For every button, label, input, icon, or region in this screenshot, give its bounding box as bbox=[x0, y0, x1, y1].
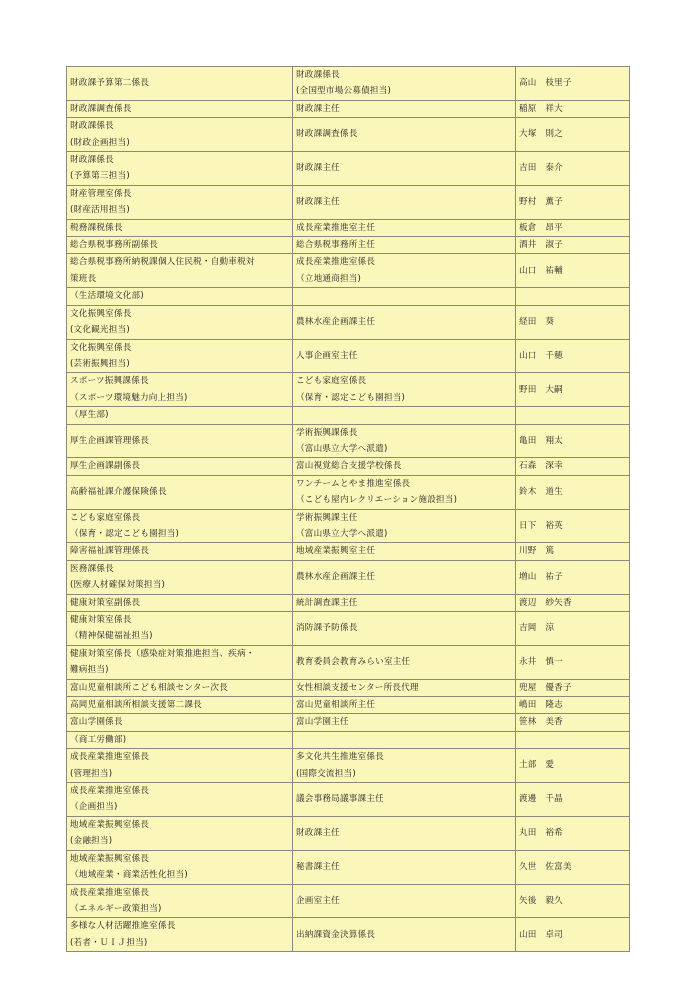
former-position-cell bbox=[293, 475, 516, 509]
former-position-cell bbox=[293, 152, 516, 186]
new-position-cell bbox=[67, 714, 293, 731]
former-position-cell-line: （富山県立大学へ派遣) bbox=[296, 528, 388, 539]
table-row bbox=[67, 305, 630, 339]
new-position-cell-line: 富山児童相談所こども相談センター次長 bbox=[70, 682, 228, 693]
table-row bbox=[67, 918, 630, 952]
table-row bbox=[67, 424, 630, 458]
new-position-cell bbox=[67, 373, 293, 407]
former-position-cell-line: 成長産業推進室主任 bbox=[296, 222, 376, 233]
new-position-cell-line: 高齢福祉課介護保険係長 bbox=[70, 486, 167, 497]
new-position-cell bbox=[67, 219, 293, 236]
table-row bbox=[67, 697, 630, 714]
new-position-cell bbox=[67, 749, 293, 783]
new-position-cell-line: スポーツ振興課係長 bbox=[70, 376, 149, 387]
former-position-cell-line: 農林水産企画課主任 bbox=[296, 316, 376, 327]
new-position-cell-line: 策班長 bbox=[70, 273, 97, 284]
new-position-cell bbox=[67, 697, 293, 714]
table-row bbox=[67, 612, 630, 646]
new-position-cell-line: (予算第三担当) bbox=[70, 171, 130, 182]
employee-name-cell: 嶋田 隆志 bbox=[516, 697, 630, 714]
former-position-cell-line: 農林水産企画課主任 bbox=[296, 571, 376, 582]
new-position-cell-line: 健康対策室係長 bbox=[70, 615, 132, 625]
former-position-cell bbox=[293, 749, 516, 783]
employee-name-cell: 石森 深幸 bbox=[516, 458, 630, 475]
former-position-cell bbox=[293, 697, 516, 714]
new-position-cell bbox=[67, 67, 293, 101]
new-position-cell-line: 障害福祉課管理係長 bbox=[70, 546, 150, 557]
former-position-cell-line: 財政課係長 bbox=[296, 70, 340, 80]
new-position-cell-line: 財産管理室係長 bbox=[70, 188, 132, 199]
section-header-row bbox=[67, 407, 630, 424]
employee-name-cell: 笹林 美香 bbox=[516, 714, 630, 731]
table-row bbox=[67, 594, 630, 611]
former-position-cell bbox=[293, 237, 516, 254]
former-position-cell-line: 教育委員会教育みらい室主任 bbox=[296, 657, 411, 668]
new-position-cell bbox=[67, 118, 293, 152]
new-position-cell-line: 厚生企画課副係長 bbox=[70, 461, 141, 472]
employee-name-cell: 板倉 昂平 bbox=[516, 219, 630, 236]
new-position-cell bbox=[67, 560, 293, 594]
employee-name-cell: 高山 枝里子 bbox=[516, 67, 630, 101]
former-position-cell bbox=[293, 339, 516, 373]
former-position-cell bbox=[293, 645, 516, 679]
former-position-cell bbox=[293, 783, 516, 817]
new-position-cell bbox=[67, 918, 293, 952]
new-position-cell-line: 多様な人材活躍推進室係長 bbox=[70, 921, 176, 932]
new-position-cell-line: （厚生部) bbox=[70, 410, 109, 421]
table-row bbox=[67, 816, 630, 850]
former-position-cell-line: こども家庭室係長 bbox=[296, 376, 367, 387]
employee-name-cell: 久世 佐富美 bbox=[516, 850, 630, 884]
new-position-cell bbox=[67, 850, 293, 884]
former-position-cell bbox=[293, 458, 516, 475]
former-position-cell bbox=[293, 373, 516, 407]
table-row bbox=[67, 749, 630, 783]
new-position-cell-line: 成長産業推進室係長 bbox=[70, 887, 150, 898]
former-position-cell-line: ワンチームとやま推進室係長 bbox=[296, 478, 411, 489]
new-position-cell-line: (医療人材確保対策担当) bbox=[70, 580, 166, 591]
employee-name-cell: 吉田 泰介 bbox=[516, 152, 630, 186]
table-row bbox=[67, 884, 630, 918]
employee-name-cell: 亀田 翔太 bbox=[516, 424, 630, 458]
table-row bbox=[67, 714, 630, 731]
employee-name-cell: 野田 大嗣 bbox=[516, 373, 630, 407]
table-row bbox=[67, 100, 630, 117]
former-position-cell bbox=[293, 731, 516, 748]
personnel-table-body bbox=[67, 67, 630, 952]
new-position-cell-line: 健康対策室副係長 bbox=[70, 597, 141, 608]
new-position-cell-line: 難病担当) bbox=[70, 665, 109, 676]
new-position-cell bbox=[67, 254, 293, 288]
new-position-cell bbox=[67, 645, 293, 679]
new-position-cell bbox=[67, 288, 293, 305]
table-row bbox=[67, 219, 630, 236]
former-position-cell-line: 財政課主任 bbox=[296, 197, 340, 208]
new-position-cell bbox=[67, 339, 293, 373]
former-position-cell-line: （富山県立大学へ派遣) bbox=[296, 443, 388, 454]
new-position-cell-line: 高岡児童相談所相談支援第二課長 bbox=[70, 700, 202, 711]
employee-name-cell: 経田 葵 bbox=[516, 305, 630, 339]
former-position-cell bbox=[293, 424, 516, 458]
employee-name-cell: 永井 慎一 bbox=[516, 645, 630, 679]
personnel-table-container bbox=[66, 66, 629, 952]
new-position-cell bbox=[67, 884, 293, 918]
table-row bbox=[67, 152, 630, 186]
former-position-cell bbox=[293, 254, 516, 288]
former-position-cell-line: 地域産業振興室主任 bbox=[296, 546, 376, 557]
new-position-cell-line: （商工労働部) bbox=[70, 734, 127, 745]
new-position-cell bbox=[67, 407, 293, 424]
new-position-cell-line: (芸術振興担当) bbox=[70, 358, 130, 369]
employee-name-cell: 日下 裕英 bbox=[516, 509, 630, 543]
former-position-cell bbox=[293, 679, 516, 696]
employee-name-cell: 山口 千穂 bbox=[516, 339, 630, 373]
former-position-cell bbox=[293, 612, 516, 646]
table-row bbox=[67, 475, 630, 509]
former-position-cell bbox=[293, 118, 516, 152]
former-position-cell bbox=[293, 816, 516, 850]
new-position-cell-line: 財政課調査係長 bbox=[70, 103, 132, 114]
new-position-cell bbox=[67, 594, 293, 611]
employee-name-cell: 酒井 淑子 bbox=[516, 237, 630, 254]
new-position-cell-line: （地域産業・商業活性化担当) bbox=[70, 870, 188, 881]
new-position-cell bbox=[67, 612, 293, 646]
former-position-cell bbox=[293, 850, 516, 884]
new-position-cell-line: (金融担当) bbox=[70, 836, 113, 847]
table-row bbox=[67, 509, 630, 543]
former-position-cell-line: （こども屋内レクリエーション施設担当) bbox=[296, 495, 458, 506]
former-position-cell-line: 財政課主任 bbox=[296, 828, 340, 839]
table-row bbox=[67, 118, 630, 152]
employee-name-cell: 山口 祐輔 bbox=[516, 254, 630, 288]
new-position-cell bbox=[67, 237, 293, 254]
table-row bbox=[67, 339, 630, 373]
table-row bbox=[67, 254, 630, 288]
new-position-cell-line: （生活環境文化部) bbox=[70, 291, 144, 302]
former-position-cell bbox=[293, 884, 516, 918]
employee-name-cell: 野村 薫子 bbox=[516, 185, 630, 219]
table-row bbox=[67, 645, 630, 679]
new-position-cell bbox=[67, 152, 293, 186]
table-row bbox=[67, 373, 630, 407]
new-position-cell-line: (財産活用担当) bbox=[70, 205, 130, 216]
new-position-cell bbox=[67, 731, 293, 748]
new-position-cell-line: (財政企画担当) bbox=[70, 137, 130, 148]
employee-name-cell: 川野 篤 bbox=[516, 543, 630, 560]
employee-name-cell bbox=[516, 407, 630, 424]
new-position-cell-line: (若者・ＵＩＪ担当) bbox=[70, 937, 148, 948]
new-position-cell-line: 財政課予算第二係長 bbox=[70, 78, 150, 89]
employee-name-cell: 山田 卓司 bbox=[516, 918, 630, 952]
former-position-cell-line: 多文化共生推進室係長 bbox=[296, 752, 384, 763]
table-row bbox=[67, 458, 630, 475]
new-position-cell bbox=[67, 475, 293, 509]
new-position-cell-line: 健康対策室係長（感染症対策推進担当、疾病・ bbox=[70, 648, 255, 659]
former-position-cell-line: 財政課調査係長 bbox=[296, 129, 358, 140]
employee-name-cell: 丸田 裕希 bbox=[516, 816, 630, 850]
employee-name-cell: 増山 祐子 bbox=[516, 560, 630, 594]
section-header-row bbox=[67, 731, 630, 748]
former-position-cell bbox=[293, 185, 516, 219]
new-position-cell bbox=[67, 783, 293, 817]
employee-name-cell bbox=[516, 731, 630, 748]
new-position-cell bbox=[67, 543, 293, 560]
former-position-cell-line: 消防課予防係長 bbox=[296, 623, 358, 634]
former-position-cell-line: 総合県税事務所主任 bbox=[296, 240, 376, 251]
former-position-cell bbox=[293, 67, 516, 101]
table-row bbox=[67, 185, 630, 219]
new-position-cell-line: 財政課係長 bbox=[70, 155, 114, 166]
new-position-cell-line: 富山学園係長 bbox=[70, 717, 123, 728]
new-position-cell-line: (管理担当) bbox=[70, 768, 113, 779]
former-position-cell-line: 統計調査課主任 bbox=[296, 597, 358, 608]
new-position-cell-line: 総合県税事務所納税課個人住民税・自動車税対 bbox=[70, 257, 255, 268]
table-row bbox=[67, 850, 630, 884]
former-position-cell bbox=[293, 288, 516, 305]
new-position-cell-line: 厚生企画課管理係長 bbox=[70, 435, 150, 446]
employee-name-cell bbox=[516, 288, 630, 305]
former-position-cell-line: 財政課主任 bbox=[296, 103, 340, 114]
former-position-cell bbox=[293, 714, 516, 731]
table-row bbox=[67, 237, 630, 254]
former-position-cell-line: 人事企画室主任 bbox=[296, 350, 358, 361]
former-position-cell-line: 議会事務局議事課主任 bbox=[296, 794, 384, 805]
new-position-cell bbox=[67, 509, 293, 543]
employee-name-cell: 矢後 毅久 bbox=[516, 884, 630, 918]
former-position-cell bbox=[293, 407, 516, 424]
former-position-cell-line: 富山児童相談所主任 bbox=[296, 700, 376, 711]
former-position-cell bbox=[293, 509, 516, 543]
former-position-cell bbox=[293, 543, 516, 560]
former-position-cell-line: 富山視覚総合支援学校係長 bbox=[296, 461, 402, 472]
former-position-cell-line: 学術振興課係長 bbox=[296, 427, 358, 438]
employee-name-cell: 稲原 祥大 bbox=[516, 100, 630, 117]
new-position-cell bbox=[67, 305, 293, 339]
table-row bbox=[67, 783, 630, 817]
employee-name-cell: 渡辺 紗矢香 bbox=[516, 594, 630, 611]
new-position-cell bbox=[67, 458, 293, 475]
new-position-cell bbox=[67, 100, 293, 117]
former-position-cell-line: 企画室主任 bbox=[296, 895, 340, 906]
former-position-cell-line: 出納課資金決算係長 bbox=[296, 929, 376, 940]
new-position-cell-line: 地域産業振興室係長 bbox=[70, 853, 150, 864]
employee-name-cell: 渡邊 千晶 bbox=[516, 783, 630, 817]
new-position-cell-line: （精神保健福祉担当) bbox=[70, 631, 153, 642]
new-position-cell bbox=[67, 816, 293, 850]
former-position-cell-line: (国際交流担当) bbox=[296, 768, 356, 779]
former-position-cell-line: 富山学園主任 bbox=[296, 717, 349, 728]
new-position-cell-line: 文化振興室係長 bbox=[70, 308, 132, 319]
new-position-cell-line: （保育・認定こども園担当) bbox=[70, 528, 180, 539]
new-position-cell bbox=[67, 679, 293, 696]
former-position-cell-line: 女性相談支援センター所長代理 bbox=[296, 682, 419, 693]
new-position-cell-line: 税務課税係長 bbox=[70, 222, 123, 233]
former-position-cell bbox=[293, 100, 516, 117]
former-position-cell-line: 成長産業推進室係長 bbox=[296, 257, 376, 268]
employee-name-cell: 兜屋 優香子 bbox=[516, 679, 630, 696]
new-position-cell bbox=[67, 185, 293, 219]
former-position-cell-line: （保育・認定こども園担当) bbox=[296, 392, 406, 403]
new-position-cell-line: （スポーツ環境魅力向上担当) bbox=[70, 392, 188, 403]
new-position-cell-line: こども家庭室係長 bbox=[70, 512, 141, 523]
new-position-cell-line: 総合県税事務所副係長 bbox=[70, 240, 158, 251]
employee-name-cell: 大塚 則之 bbox=[516, 118, 630, 152]
section-header-row bbox=[67, 288, 630, 305]
employee-name-cell: 吉岡 涼 bbox=[516, 612, 630, 646]
former-position-cell-line: 財政課主任 bbox=[296, 163, 340, 174]
table-row bbox=[67, 679, 630, 696]
new-position-cell-line: 財政課係長 bbox=[70, 121, 114, 132]
new-position-cell-line: 文化振興室係長 bbox=[70, 342, 132, 353]
employee-name-cell: 土部 愛 bbox=[516, 749, 630, 783]
new-position-cell-line: （企画担当) bbox=[70, 802, 118, 813]
new-position-cell bbox=[67, 424, 293, 458]
new-position-cell-line: 成長産業推進室係長 bbox=[70, 752, 150, 763]
new-position-cell-line: (文化観光担当) bbox=[70, 325, 130, 336]
former-position-cell-line: （立地通商担当) bbox=[296, 273, 362, 284]
former-position-cell bbox=[293, 918, 516, 952]
table-row bbox=[67, 67, 630, 101]
former-position-cell bbox=[293, 305, 516, 339]
former-position-cell-line: (全国型市場公募債担当) bbox=[296, 86, 392, 97]
table-row bbox=[67, 543, 630, 560]
employee-name-cell: 鈴木 道生 bbox=[516, 475, 630, 509]
new-position-cell-line: 地域産業振興室係長 bbox=[70, 819, 150, 830]
former-position-cell bbox=[293, 560, 516, 594]
former-position-cell-line: 学術振興課主任 bbox=[296, 512, 358, 523]
new-position-cell-line: 医務課係長 bbox=[70, 563, 114, 574]
former-position-cell bbox=[293, 219, 516, 236]
former-position-cell-line: 秘書課主任 bbox=[296, 861, 340, 872]
new-position-cell-line: （エネルギー政策担当) bbox=[70, 903, 162, 914]
new-position-cell-line: 成長産業推進室係長 bbox=[70, 786, 150, 797]
personnel-table bbox=[66, 66, 630, 952]
former-position-cell bbox=[293, 594, 516, 611]
table-row bbox=[67, 560, 630, 594]
